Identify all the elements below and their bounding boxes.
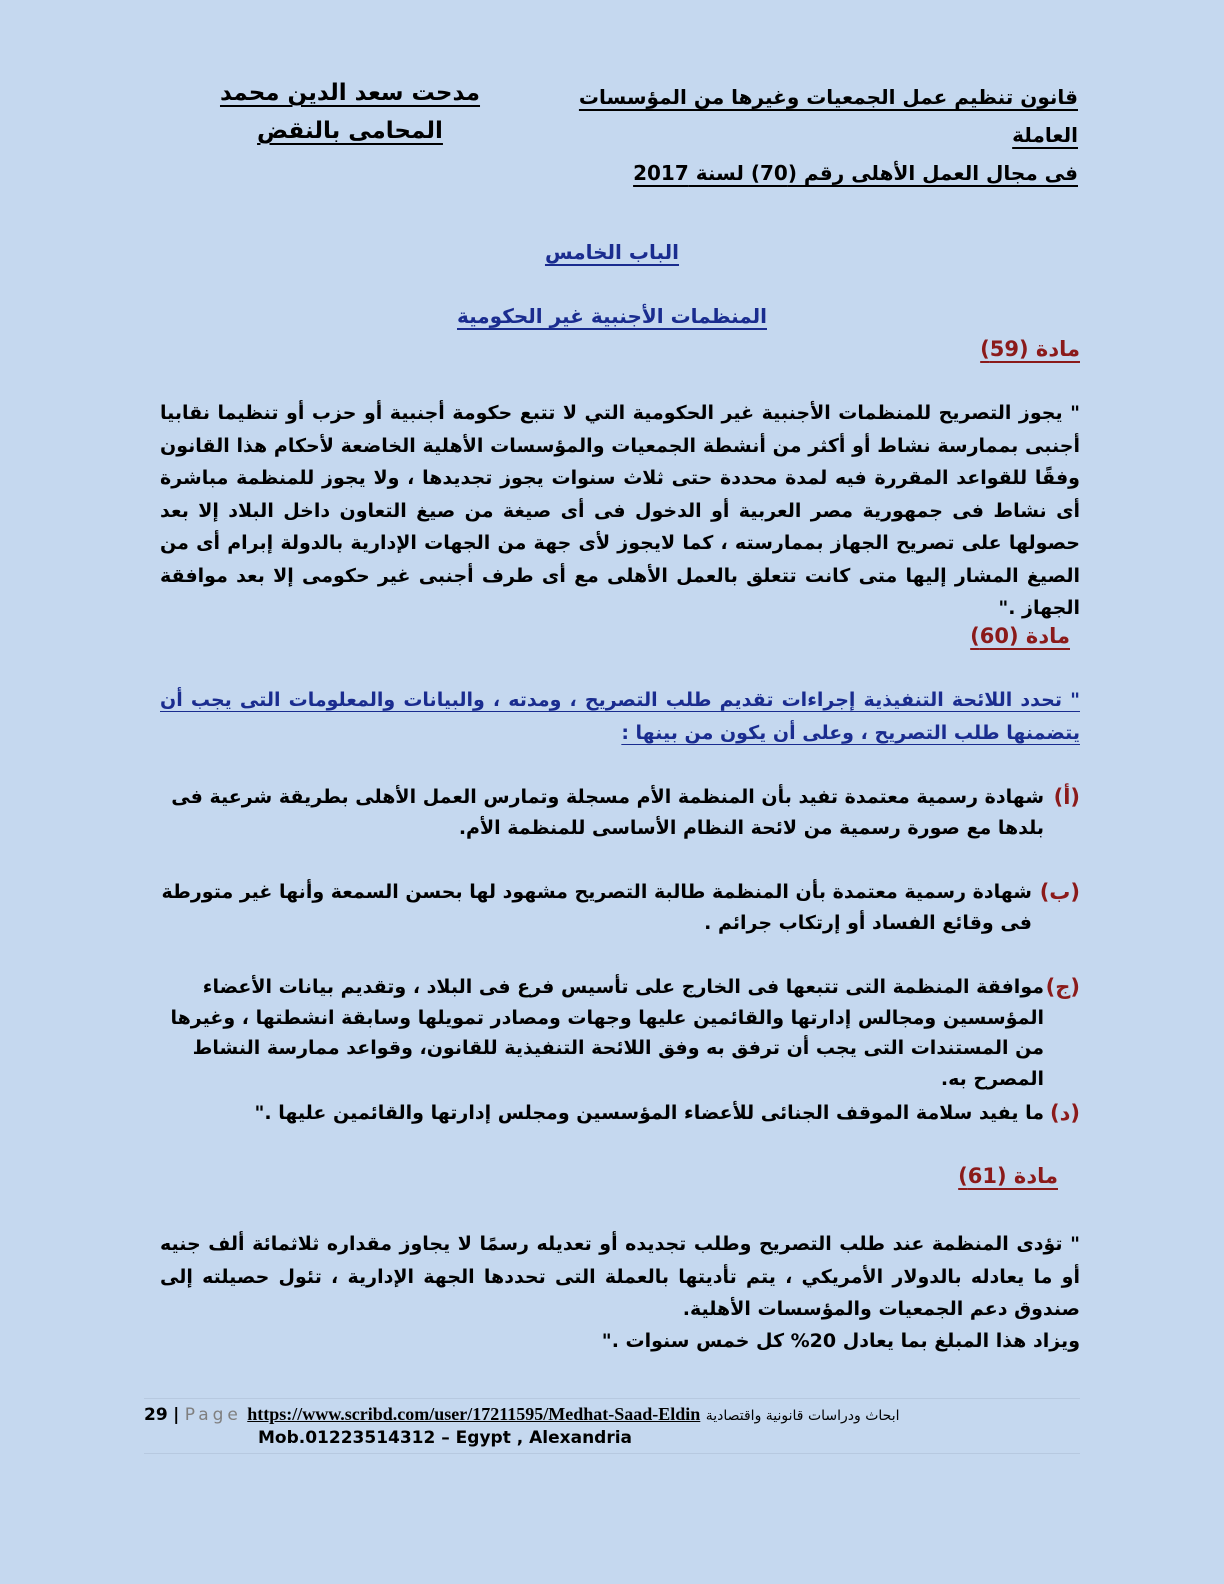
item-marker: (د): [1050, 1101, 1080, 1125]
item-text: ما يفيد سلامة الموقف الجنائى للأعضاء المؤسسين ومجلس إدارتها والقائمين عليها .": [254, 1102, 1044, 1124]
article-60-item: [156, 877, 1080, 938]
item-text: شهادة رسمية معتمدة تفيد بأن المنظمة الأم مسجلة وتمارس العمل الأهلى بطريقة شرعية فى بلدها مع صورة رسمية من لائحة النظام الأساسى للمنظمة الأم.: [171, 786, 1044, 839]
footer-contact: Mob.01223514312 – Egypt , Alexandria: [258, 1428, 633, 1448]
article-60-item: [150, 972, 1080, 1094]
article-60-intro: " تحدد اللائحة التنفيذية إجراءات تقديم طلب التصريح ، ومدته ، والبيانات والمعلومات التى يجب أن يتضمنها طلب التصريح ، وعلى أن يكون من بينها :: [160, 689, 1080, 744]
page-separator: |: [173, 1405, 180, 1425]
article-61-label: مادة (61): [958, 1164, 1058, 1188]
document-header-author: [200, 74, 500, 150]
header-title-line2: فى مجال العمل الأهلى رقم (70) لسنة 2017: [633, 161, 1078, 185]
item-marker: (أ): [1053, 785, 1080, 809]
page-number: 29: [144, 1405, 168, 1425]
page-footer: [144, 1400, 899, 1430]
item-marker: (ج): [1045, 975, 1080, 999]
chapter-title: الباب الخامس: [544, 240, 680, 264]
page-word: Page: [184, 1405, 242, 1425]
footer-divider-bottom: [144, 1453, 1080, 1454]
author-title: المحامى بالنقض: [257, 118, 443, 144]
article-61-text: " تؤدى المنظمة عند طلب التصريح وطلب تجديده أو تعديله رسمًا لا يجاوز مقداره ثلاثمائة ألف جنيه أو ما يعادله بالدولار الأمريكي ، يتم تأديتها بالعملة التى تحددها الجهة الإدارية ، تئول حصيلته إلى صندوق دعم الجمعيات والمؤسسات الأهلية.: [160, 1233, 1080, 1320]
article-61-text-2: ويزاد هذا المبلغ بما يعادل 20% كل خمس سنوات .": [601, 1330, 1080, 1352]
article-59-text: " يجوز التصريح للمنظمات الأجنبية غير الحكومية التي لا تتبع حكومة أجنبية أو حزب أو تنظيما نقابيا أجنبى بممارسة نشاط أو أكثر من أنشطة الجمعيات والمؤسسات الأهلية الخاضعة لأحكام هذا القانون وفقًا للقواعد المقررة فيه لمدة محددة حتى ثلاث سنوات يجوز تجديدها ، ولا يجوز للمنظمة مباشرة أى نشاط فى جمهورية مصر العربية أو الدخول فى أى صيغة من صيغ التعاون داخل البلاد إلا بعد حصولها على تصريح الجهاز بممارسته ، كما لايجوز لأى جهة من الجهات الإدارية بالدولة إبرام أى من الصيغ المشار إليها متى كانت تتعلق بالعمل الأهلى مع أى طرف أجنبى غير حكومى إلا بعد موافقة الجهاز .": [160, 402, 1080, 619]
author-name: مدحت سعد الدين محمد: [219, 80, 481, 106]
article-60-item: [156, 1098, 1080, 1129]
document-header-title: [538, 78, 1078, 192]
article-60-item: [156, 782, 1080, 843]
footer-divider: [144, 1398, 1080, 1399]
item-marker: (ب): [1039, 880, 1080, 904]
item-text: موافقة المنظمة التى تتبعها فى الخارج على تأسيس فرع فى البلاد ، وتقديم بيانات الأعضاء المؤسسين ومجالس إدارتها والقائمين عليها وجهات ومصادر تمويلها وسابقة انشطتها ، وغيرها من المستندات التى يجب أن ترفق به وفق اللائحة التنفيذية للقانون، وقواعد ممارسة النشاط المصرح به.: [170, 976, 1044, 1090]
footer-link[interactable]: https://www.scribd.com/user/17211595/Medhat-Saad-Eldin: [247, 1404, 701, 1424]
header-title-line1: قانون تنظيم عمل الجمعيات وغيرها من المؤسسات العاملة: [578, 85, 1078, 147]
footer-site-label: ابحاث ودراسات قانونية واقتصادية: [705, 1408, 900, 1424]
item-text: شهادة رسمية معتمدة بأن المنظمة طالبة التصريح مشهود لها بحسن السمعة وأنها غير متورطة فى وقائع الفساد أو إرتكاب جرائم .: [161, 881, 1032, 934]
article-60-label: مادة (60): [970, 624, 1070, 648]
chapter-subtitle: المنظمات الأجنبية غير الحكومية: [457, 304, 767, 328]
article-59-label: مادة (59): [980, 337, 1080, 361]
